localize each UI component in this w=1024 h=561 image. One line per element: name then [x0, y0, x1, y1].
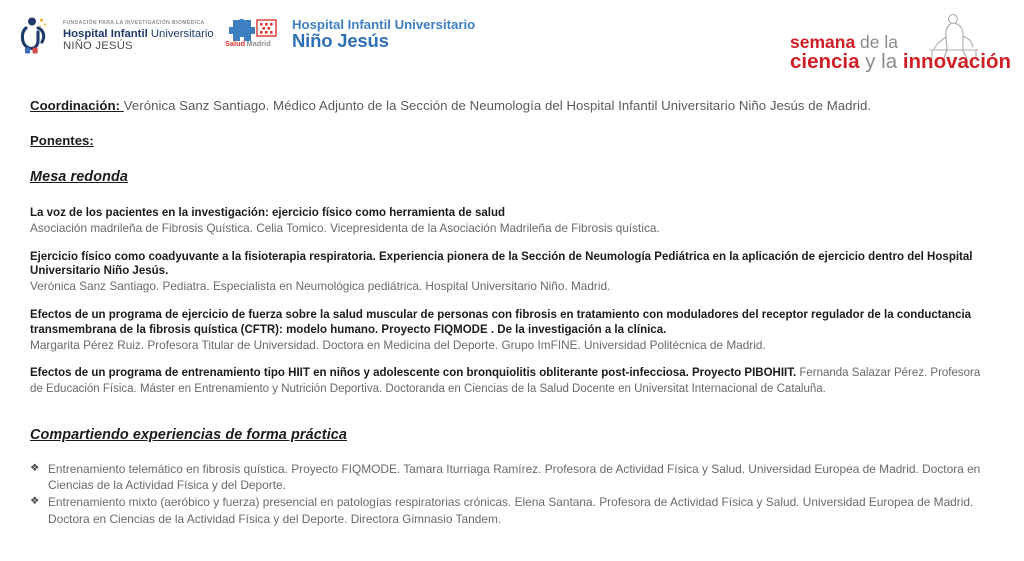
- talk-block: [30, 366, 990, 397]
- logo-saludmadrid-line1: Hospital Infantil Universitario: [292, 16, 476, 32]
- list-item-text: Entrenamiento mixto (aeróbico y fuerza) presencial en patologías respiratorias crónicas. Elena Santana. Profesora de Actividad Física y Salud. Universidad Europea de Madrid. Doctora en Ciencias de la Actividad Física y del Deporte. Directora Gimnasio Tandem.: [48, 495, 974, 526]
- coordinacion-row: [30, 98, 990, 113]
- logo-semana-line2: [790, 49, 1012, 73]
- diamond-bullet-icon: ❖: [30, 495, 40, 508]
- talk-block: [30, 250, 990, 295]
- list-item-text: Entrenamiento telemático en fibrosis quística. Proyecto FIQMODE. Tamara Iturriaga Ramírez. Profesora de Actividad Física y Salud. Universidad Europea de Madrid. Doctora en Ciencias de la Actividad Física y del Deporte.: [48, 461, 981, 493]
- logo-semana-wordmark: [790, 32, 1012, 73]
- list-item: [30, 461, 990, 493]
- svg-text:Madrid: Madrid: [246, 39, 271, 48]
- talk-block: [30, 308, 990, 353]
- bullet-list: [30, 461, 990, 527]
- logo-semana-word-semana: semana: [790, 32, 856, 52]
- diamond-bullet-icon: ❖: [30, 461, 40, 474]
- svg-text:Salud: Salud: [225, 39, 246, 48]
- coordinacion-label: Coordinación:: [30, 98, 124, 113]
- saludmadrid-cross-icon: [224, 17, 286, 51]
- stethoscope-child-logo-icon: [18, 16, 56, 56]
- logo-semana-word-innovacion: innovación: [902, 49, 1012, 73]
- logo-fundacion-name-bold: Hospital Infantil: [63, 28, 148, 40]
- talk-title: Ejercicio físico como coadyuvante a la fisioterapia respiratoria. Experiencia pionera de la Sección de Neumología Pediátrica en la aplicación de ejercicio dentro del Hospital Universitario Niño Jesús.: [30, 250, 973, 278]
- logo-fundacion-name-line: [63, 29, 214, 40]
- slide-content: [30, 98, 990, 528]
- logo-fundacion-name-regular: Universitario: [147, 28, 214, 40]
- header-logos-band: [0, 0, 1024, 86]
- logo-fundacion-tagline: FUNDACIÓN PARA LA INVESTIGACIÓN BIOMÉDICA: [63, 20, 205, 27]
- talk-block: [30, 206, 990, 237]
- talk-speaker: Fernanda Salazar Pérez. Profesora de Educación Física. Máster en Entrenamiento y Nutrición Deportiva. Doctoranda en Ciencias de la Salud Docente en Universitat Internacional de Cataluña.: [30, 367, 981, 395]
- logo-semana-word-ciencia: ciencia: [790, 49, 860, 73]
- talk-speaker: Verónica Sanz Santiago. Pediatra. Especialista en Neumológica pediátrica. Hospital Universitario Niño. Madrid.: [30, 279, 611, 294]
- talk-inline-row: [30, 366, 990, 397]
- logo-fundacion-hospital-infantil: [18, 16, 214, 56]
- coordinacion-value: Verónica Sanz Santiago. Médico Adjunto de la Sección de Neumología del Hospital Infantil Universitario Niño Jesús de Madrid.: [123, 98, 872, 113]
- logo-semana-ciencia-innovacion: [790, 12, 1012, 74]
- ponentes-label: Ponentes:: [30, 133, 94, 148]
- list-item: [30, 494, 990, 526]
- talk-title: Efectos de un programa de ejercicio de fuerza sobre la salud muscular de personas con fibrosis en tratamiento con moduladores del receptor regulador de la conductancia transmembrana de la fibrosis quística (CFTR): modelo humano. Proyecto FIQMODE . De la investigación a la clínica.: [30, 308, 972, 336]
- talk-title: La voz de los pacientes en la investigación: ejercicio físico como herramienta de salud: [30, 207, 506, 219]
- ponentes-row: [30, 133, 990, 148]
- talk-speaker: Asociación madrileña de Fibrosis Quística. Celia Tomico. Vicepresidenta de la Asociación Madrileña de Fibrosis quística.: [30, 220, 660, 235]
- logo-fundacion-subname: NIÑO JESÚS: [63, 40, 133, 53]
- mesa-redonda-heading: Mesa redonda: [30, 169, 128, 185]
- talk-title: Efectos de un programa de entrenamiento tipo HIIT en niños y adolescente con bronquiolitis obliterante post-infecciosa. Proyecto PIBOHIIT.: [30, 367, 797, 380]
- talk-speaker: Margarita Pérez Ruiz. Profesora Titular de Universidad. Doctora en Medicina del Deporte. Grupo ImFINE. Universidad Politécnica de Madrid.: [30, 337, 766, 352]
- compartiendo-experiencias-heading: Compartiendo experiencias de forma práctica: [30, 426, 348, 443]
- logo-semana-word-dela: de la: [855, 32, 898, 52]
- logo-saludmadrid-line2: Niño Jesús: [292, 30, 389, 52]
- logo-saludmadrid-hospital: [224, 17, 475, 51]
- logo-semana-word-yla: y la: [859, 49, 903, 73]
